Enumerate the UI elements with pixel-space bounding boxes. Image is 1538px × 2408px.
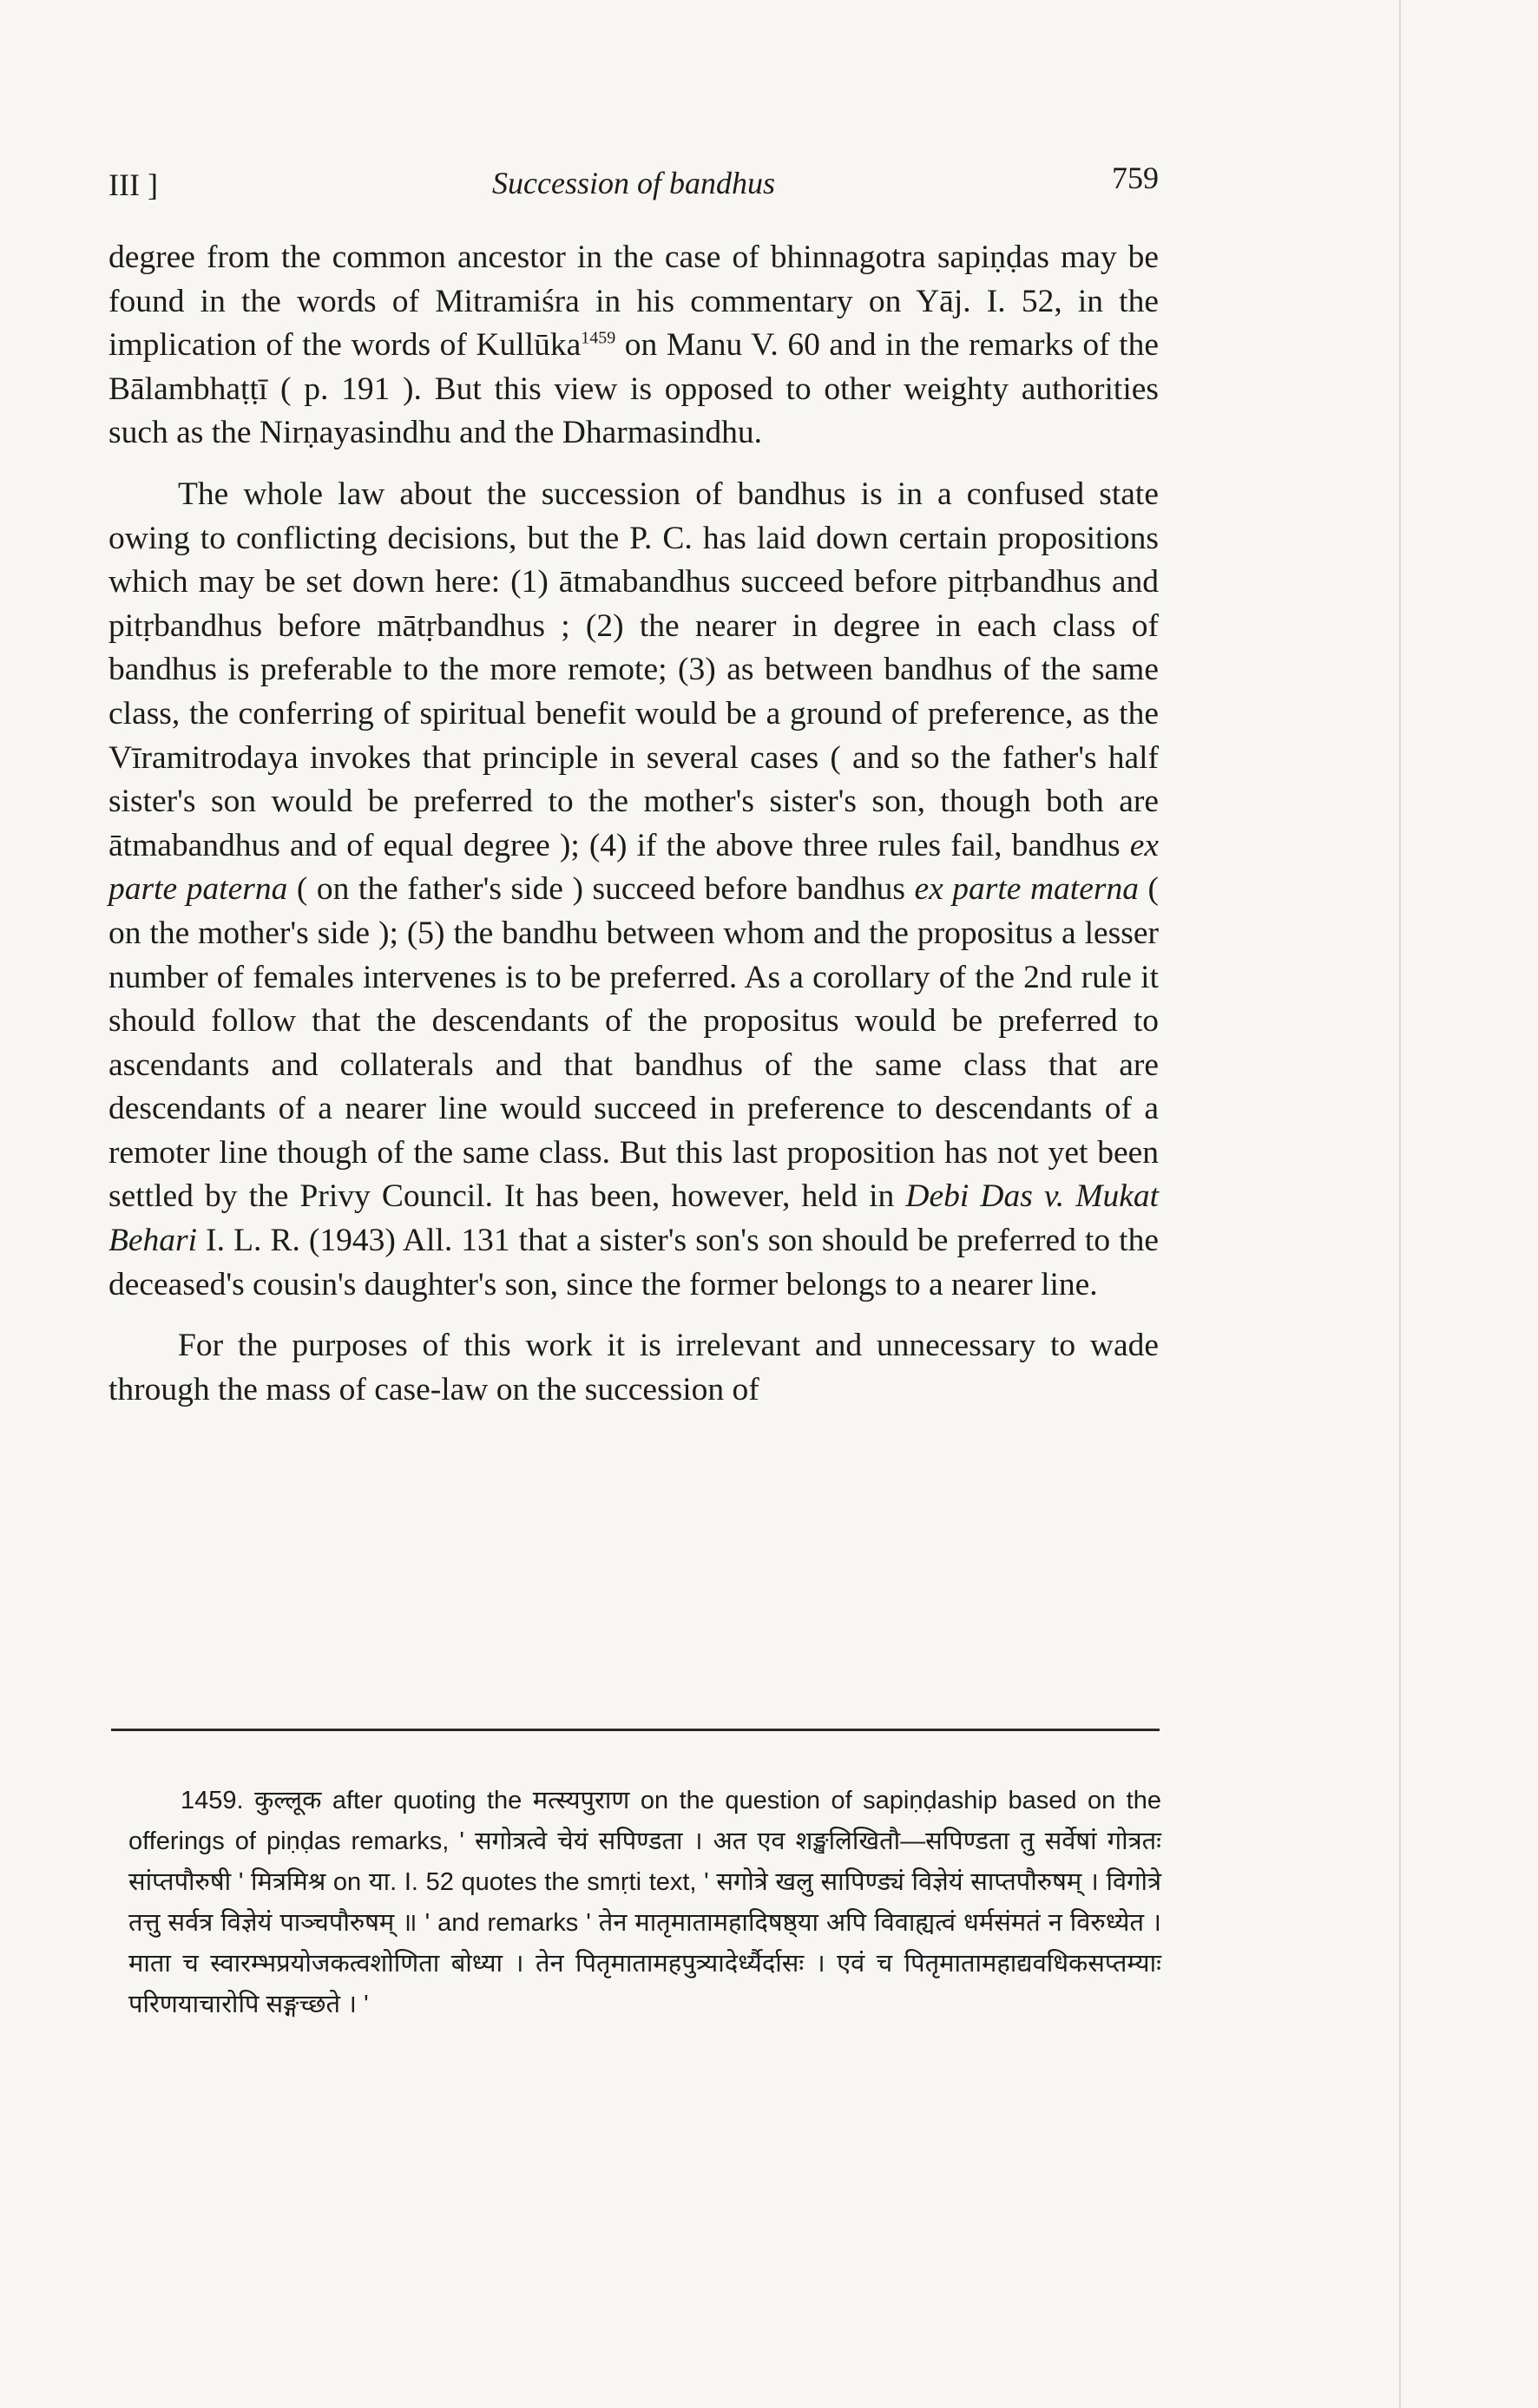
- paragraph-1: [108, 236, 1159, 456]
- page-number: 759: [1112, 161, 1159, 195]
- case-citation: Debi Das v. Mukat Behari: [108, 1178, 1160, 1259]
- footnote-reference: 1459: [581, 328, 616, 348]
- footnote-rule: [111, 1729, 1160, 1731]
- paragraph-2-italic-2: ex parte materna: [914, 871, 1139, 908]
- running-header: [108, 160, 1159, 212]
- paragraph-3: [108, 1324, 1159, 1412]
- paragraph-2-text-d: I. L. R. (1943) All. 131 that a sister's son's son should be preferred to the deceased's cousin's daughter's son, since the former belongs to a nearer line.: [108, 1223, 1159, 1302]
- body-text: [108, 236, 1159, 1412]
- paragraph-1-text-a: degree from the common ancestor in the case of bhinnagotra sapiṇḍas may be found in the words of Mitramiśra in his commentary on Yāj. I. 52, in the implication of the words of Kullūka: [108, 239, 1159, 364]
- paragraph-2-text-a: The whole law about the succession of bandhus is in a confused state owing to conflicting decisions, but the P. C. has laid down certain propositions which may be set down here: (1) ātmabandhus succeed before pitṛbandhus and pitṛbandhus before mātṛbandhus ; (2) the nearer in degree in each class of bandhus is preferable to the more remote; (3) as between bandhus of the same class, the conferring of spiritual benefit would be a ground of preference, as the Vīramitrodaya invokes that principle in several cases ( and so the father's half sister's son would be preferred to the mother's sister's son, though both are ātmabandhus and of equal degree ); (4) if the above three rules fail, bandhus: [108, 476, 1159, 863]
- running-title: Succession of bandhus: [492, 166, 775, 200]
- chapter-marker: III ]: [108, 167, 158, 202]
- paragraph-1-text-b: on Manu V. 60 and in the remarks of the Bālambhaṭṭī ( p. 191 ). But this view is opposed to other weighty authorities such as the Nirṇayasindhu and the Dharmasindhu.: [108, 327, 1159, 451]
- page-edge: [1399, 0, 1401, 2408]
- paragraph-2-text-c: ( on the mother's side ); (5) the bandhu between whom and the propositus a lesser number of females intervenes is to be preferred. As a corollary of the 2nd rule it should follow that the descendants of the propositus would be preferred to ascendants and collaterals and that bandhus of the same class that are descendants of a nearer line would succeed in preference to descendants of a remoter line though of the same class. But this last proposition has not yet been settled by the Privy Council. It has been, however, held in: [108, 871, 1159, 1215]
- paragraph-2-italic-1: ex parte paterna: [108, 827, 1159, 908]
- paragraph-2-text-b: ( on the father's side ) succeed before bandhus: [287, 871, 915, 908]
- paragraph-3-text: For the purposes of this work it is irrelevant and unnecessary to wade through the mass of case-law on the succession of: [108, 1328, 1159, 1407]
- footnote-number: 1459.: [181, 1787, 244, 1814]
- footnote: [128, 1781, 1161, 2025]
- footnote-text: कुल्लूक after quoting the मत्स्यपुराण on the question of sapiṇḍaship based on the offerings of piṇḍas remarks, ' सगोत्रत्वे चेयं सपिण्डता । अत एव शङ्खलिखितौ—सपिण्डता तु सर्वेषां गोत्रतः सांप्तपौरुषी ' मित्रमिश्र on या. I. 52 quotes the smṛti text, ' सगोत्रे खलु सापिण्ड्यं विज्ञेयं साप्तपौरुषम् । विगोत्रे तत्तु सर्वत्र विज्ञेयं पाञ्चपौरुषम् ॥ ' and remarks ' तेन मातृमातामहादिषष्ठ्या अपि विवाह्यत्वं धर्मसंमतं न विरुध्येत । माता च स्वारम्भप्रयोजकत्वशोणिता बोध्या । तेन पितृमातामहपुत्र्यादेर्ध्यैर्दासः । एवं च पितृमातामहाद्यवधिकसप्तम्याः परिणयाचारोपि सङ्गच्छते । ': [128, 1787, 1161, 2018]
- paragraph-2: [108, 473, 1159, 1307]
